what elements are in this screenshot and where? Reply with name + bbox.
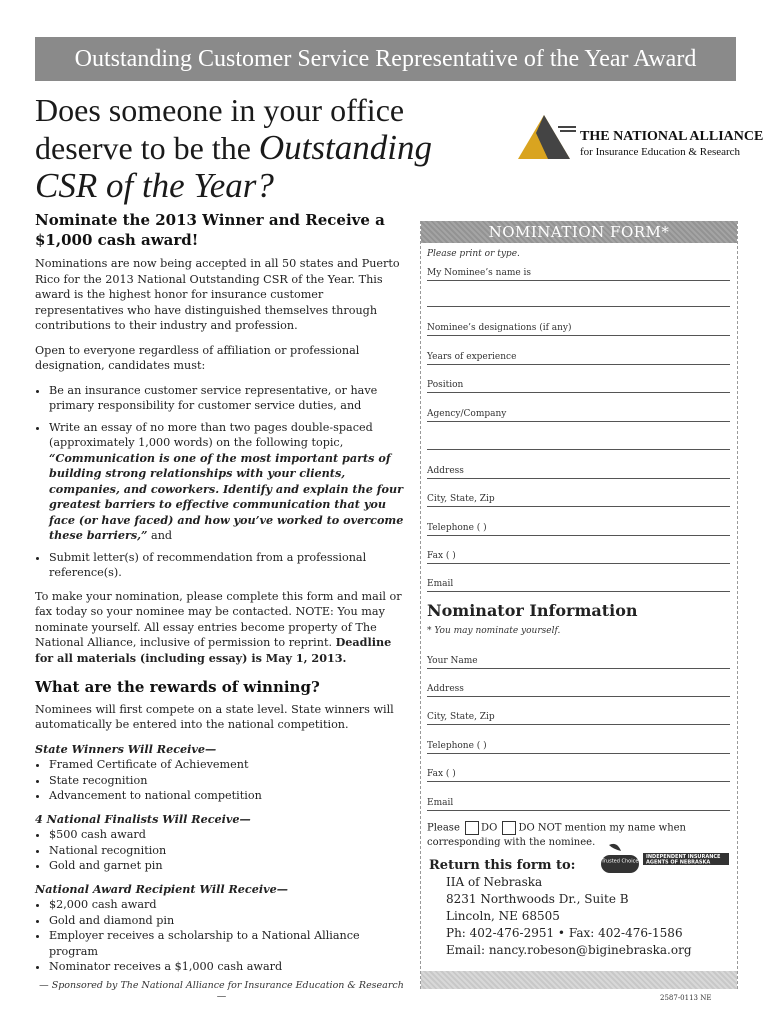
nomination-form	[420, 221, 738, 989]
list-item: • Employer receives a scholarship to a National Alliance program	[49, 928, 408, 959]
national-alliance-logo	[518, 113, 764, 163]
instructions-text: To make your nomination, please complete this form and mail or fax today so your nominee may be contacted. NOTE: You may nominate yourself. All essay entries become property of The National Alliance, inclusive of permission to reprint.	[35, 589, 402, 649]
logo-title: THE NATIONAL ALLIANCE	[580, 129, 764, 144]
list-item: • National recognition	[49, 843, 408, 859]
state-heading: State Winners Will Receive—	[35, 741, 217, 756]
nominator-email-field[interactable]: Email	[427, 797, 730, 811]
tc-left-text: Trusted Choice	[601, 858, 639, 865]
designations-field[interactable]: Nominee’s designations (if any)	[427, 322, 730, 336]
email-field[interactable]: Email	[427, 578, 730, 592]
agency-line2-field[interactable]	[427, 436, 730, 450]
requirements-list	[35, 383, 408, 581]
agency-field[interactable]: Agency/Company	[427, 408, 730, 422]
deadline-text: Deadline for all materials (including essay) is May 1, 2013.	[35, 635, 392, 665]
your-name-field[interactable]: Your Name	[427, 655, 730, 669]
please-label: Please	[427, 822, 460, 834]
do-checkbox[interactable]	[465, 821, 479, 835]
headline-line2-italic: Outstanding	[258, 128, 432, 167]
list-item: • Gold and diamond pin	[49, 913, 408, 929]
rewards-paragraph: Nominees will first compete on a state level. State winners will automatically be entered into the national competition.	[35, 702, 394, 731]
instructions-paragraph	[35, 589, 408, 667]
essay-topic: “Communication is one of the most important parts of building strong relationships with your clients, companies, and coworkers. Identify and explain the four greatest barriers to effective communication that you face (or have faced) and how you’ve worked to overcome these barriers,”	[49, 450, 404, 542]
tc-right-line2: AGENTS OF NEBRASKA	[646, 859, 711, 866]
headline-line2: deserve to be the	[35, 130, 259, 166]
city-field[interactable]: City, State, Zip	[427, 493, 730, 507]
return-line: Ph: 402-476-2951 • Fax: 402-476-1586	[446, 926, 683, 940]
list-item	[49, 420, 408, 544]
finalist-heading: 4 National Finalists Will Receive—	[35, 811, 251, 826]
headline-line1: Does someone in your office	[35, 92, 405, 128]
do-label: DO	[481, 822, 498, 834]
do-not-label: DO NOT mention my name when corresponding with the nominee.	[427, 822, 686, 848]
form-title: NOMINATION FORM*	[421, 221, 737, 243]
nominator-telephone-field[interactable]: Telephone ( )	[427, 740, 730, 754]
list-item: • $500 cash award	[49, 827, 408, 843]
left-column	[35, 210, 408, 983]
recipient-heading: National Award Recipient Will Receive—	[35, 881, 288, 896]
list-item: • Nominator receives a $1,000 cash award	[49, 959, 408, 975]
list-item: • State recognition	[49, 773, 408, 789]
recipient-list	[35, 897, 408, 975]
logo-subtitle: for Insurance Education & Research	[580, 146, 741, 158]
nominee-name-field[interactable]: My Nominee’s name is	[427, 267, 730, 281]
alliance-triangle-icon	[518, 113, 578, 163]
headline-line3: CSR of the Year?	[35, 166, 274, 205]
return-heading: Return this form to:	[429, 858, 576, 873]
list-item: • Submit letter(s) of recommendation from a professional reference(s).	[49, 550, 408, 581]
list-item: • Gold and garnet pin	[49, 858, 408, 874]
nominate-heading: Nominate the 2013 Winner and Receive a $1,000 cash award!	[35, 211, 385, 249]
essay-text: Write an essay of no more than two pages double-spaced (approximately 1,000 words) on the following topic,	[49, 420, 373, 449]
rewards-heading: What are the rewards of winning?	[35, 678, 320, 696]
eligibility-paragraph: Open to everyone regardless of affiliation or professional designation, candidates must:	[35, 343, 360, 372]
nominator-address-field[interactable]: Address	[427, 683, 730, 697]
list-item: • Be an insurance customer service representative, or have primary responsibility for customer service duties, and	[49, 383, 408, 414]
list-item: • Advancement to national competition	[49, 788, 408, 804]
nominator-city-field[interactable]: City, State, Zip	[427, 711, 730, 725]
essay-and: and	[147, 529, 173, 542]
do-not-checkbox[interactable]	[502, 821, 516, 835]
form-footer-band	[421, 971, 737, 989]
list-item: • Framed Certificate of Achievement	[49, 757, 408, 773]
years-field[interactable]: Years of experience	[427, 351, 730, 365]
trusted-choice-logo	[599, 841, 729, 877]
nominee-name-line2-field[interactable]	[427, 293, 730, 307]
return-line: Email: nancy.robeson@biginebraska.org	[446, 943, 692, 957]
fax-field[interactable]: Fax ( )	[427, 550, 730, 564]
page-banner: Outstanding Customer Service Representative of the Year Award	[35, 37, 736, 81]
state-list	[35, 757, 408, 804]
intro-paragraph: Nominations are now being accepted in all 50 states and Puerto Rico for the 2013 National Outstanding CSR of the Year. This award is the highest honor for insurance customer representatives who have distinguished themselves through contributions to their industry and profession.	[35, 257, 400, 332]
nominator-fax-field[interactable]: Fax ( )	[427, 768, 730, 782]
nominator-heading: Nominator Information	[427, 601, 638, 620]
list-item: • $2,000 cash award	[49, 897, 408, 913]
print-note: Please print or type.	[427, 249, 520, 259]
return-line: IIA of Nebraska	[446, 875, 543, 889]
headline	[35, 92, 505, 205]
return-line: Lincoln, NE 68505	[446, 909, 560, 923]
sponsor-line: — Sponsored by The National Alliance for Insurance Education & Research —	[39, 980, 404, 1002]
form-code: 2587-0113 NE	[660, 994, 712, 1002]
return-line: 8231 Northwoods Dr., Suite B	[446, 892, 629, 906]
finalist-list	[35, 827, 408, 874]
position-field[interactable]: Position	[427, 379, 730, 393]
address-field[interactable]: Address	[427, 465, 730, 479]
tc-right-line1: INDEPENDENT INSURANCE	[646, 854, 721, 860]
nominator-note: * You may nominate yourself.	[427, 626, 561, 636]
telephone-field[interactable]: Telephone ( )	[427, 522, 730, 536]
